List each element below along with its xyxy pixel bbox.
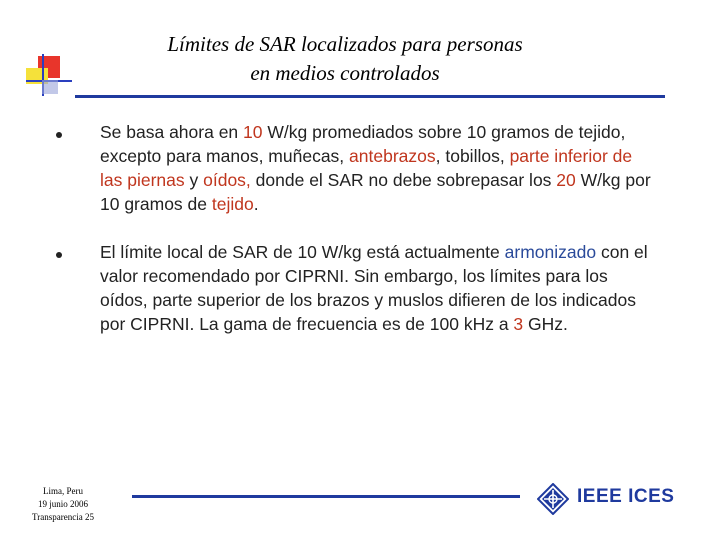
bullet-item xyxy=(55,240,655,336)
highlighted-text: 10 xyxy=(243,122,263,142)
text-segment: con el valor recomendado por CIPRNI. Sin embargo, los límites para los oídos, parte superior de los brazos y muslos difieren de los indicados por CIPRNI. La gama de frecuencia es de 100 kHz a xyxy=(100,242,648,334)
bullet-item xyxy=(55,120,655,216)
highlighted-text: tejido xyxy=(211,194,254,214)
brand-label: IEEE ICES xyxy=(577,486,675,507)
highlighted-text: parte inferior de las piernas xyxy=(100,146,633,190)
highlighted-text: antebrazos xyxy=(349,146,436,166)
text-segment: Se basa ahora en xyxy=(100,122,244,142)
text-segment: W/kg promediados sobre 10 gramos de tejido, excepto para manos, muñecas, xyxy=(100,122,626,166)
bullet-text xyxy=(100,240,655,336)
bullet-list xyxy=(55,120,655,360)
highlighted-text: 3 xyxy=(513,314,524,334)
ieee-diamond-icon xyxy=(537,483,569,515)
title-line-2: en medios controlados xyxy=(250,61,440,85)
title-divider xyxy=(75,95,665,98)
corner-squares-logo xyxy=(22,50,72,100)
text-segment: , tobillos, xyxy=(435,146,510,166)
highlighted-text: oídos, xyxy=(203,170,251,190)
text-segment: . xyxy=(253,194,259,214)
highlighted-text: 20 xyxy=(556,170,576,190)
slide-title xyxy=(100,30,590,88)
text-segment: El límite local de SAR de 10 W/kg está actualmente xyxy=(100,242,505,262)
text-segment: W/kg por 10 gramos de xyxy=(100,170,651,214)
footer-divider xyxy=(132,495,520,498)
text-segment: donde el SAR no debe sobrepasar los xyxy=(250,170,557,190)
title-line-1: Límites de SAR localizados para personas xyxy=(167,32,523,56)
text-segment: y xyxy=(184,170,204,190)
footer-location: Lima, Peru xyxy=(43,486,83,496)
footer-slide-number: Transparencia 25 xyxy=(32,512,94,522)
highlighted-text: armonizado xyxy=(504,242,597,262)
bullet-text xyxy=(100,120,655,216)
footer-date: 19 junio 2006 xyxy=(37,499,88,509)
bullet-dot-icon xyxy=(56,252,62,258)
footer-info xyxy=(18,485,108,524)
text-segment: GHz. xyxy=(523,314,568,334)
bullet-dot-icon xyxy=(56,132,62,138)
